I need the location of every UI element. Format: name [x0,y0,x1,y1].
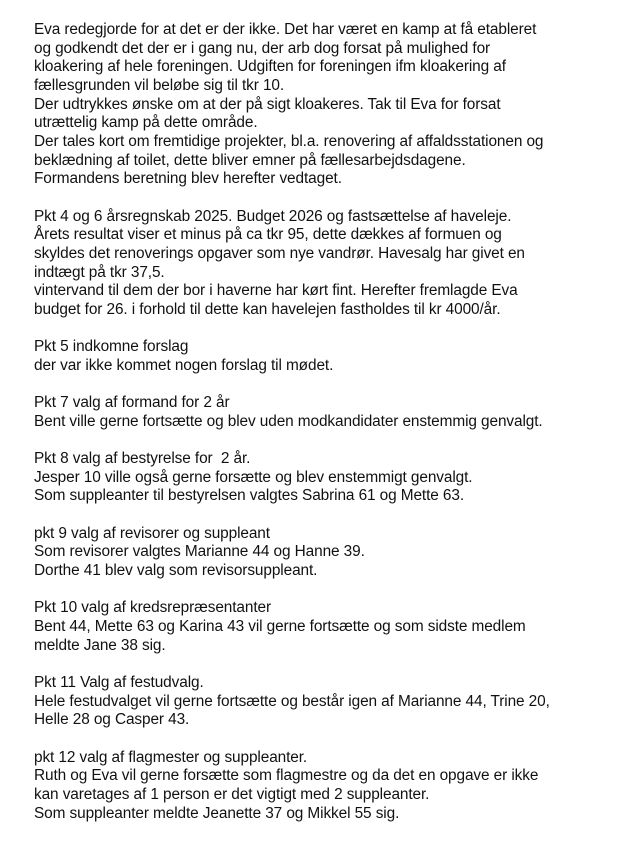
text-line: Formandens beretning blev herefter vedtaget. [34,170,342,188]
section-heading: Pkt 8 valg af bestyrelse for 2 år. [34,450,251,468]
section-pkt-10 [34,599,614,655]
text-line: Som suppleanter meldte Jeanette 37 og Mikkel 55 sig. [34,804,400,822]
section-pkt-8 [34,450,614,506]
section-heading: Pkt 7 valg af formand for 2 år [34,394,230,412]
text-line: og godkendt det der er i gang nu, der arb dog forsat på mulighed for [34,39,491,57]
text-line: Ruth og Eva vil gerne forsætte som flagmestre og da det en opgave er ikke [34,767,539,785]
text-line: Hele festudvalget vil gerne fortsætte og består igen af Marianne 44, Trine 20, [34,692,550,710]
text-line: kan varetages af 1 person er det vigtigt med 2 suppleanter. [34,785,430,803]
section-pkt-4-og-6 [34,208,614,320]
section-heading: Pkt 10 valg af kredsrepræsentanter [34,599,271,617]
document-body [34,21,614,842]
text-line: Helle 28 og Casper 43. [34,711,190,729]
text-line: Eva redegjorde for at det er der ikke. Det har været en kamp at få etableret [34,21,537,38]
text-line: Der udtrykkes ønske om at der på sigt kloakeres. Tak til Eva for forsat [34,95,501,113]
section-pkt-5 [34,338,614,375]
text-line: Som suppleanter til bestyrelsen valgtes Sabrina 61 og Mette 63. [34,487,465,505]
text-line: beklædning af toilet, dette bliver emner på fællesarbejdsdagene. [34,151,466,169]
text-line: skyldes det renoverings opgaver som nye vandrør. Havesalg har givet en [34,244,525,262]
text-line: der var ikke kommet nogen forslag til mødet. [34,356,334,374]
text-line: indtægt på tkr 37,5. [34,263,165,281]
text-line: Der tales kort om fremtidige projekter, bl.a. renovering af affaldsstationen og [34,132,544,150]
text-line: Som revisorer valgtes Marianne 44 og Hanne 39. [34,543,365,561]
text-line: Dorthe 41 blev valg som revisorsuppleant. [34,562,318,580]
section-heading: pkt 12 valg af flagmester og suppleanter. [34,748,308,766]
section-formandens-beretning [34,21,614,189]
text-line: fællesgrunden vil beløbe sig til tkr 10. [34,76,285,94]
text-line: meldte Jane 38 sig. [34,636,166,654]
section-pkt-7 [34,394,614,431]
text-line: kloakering af hele foreningen. Udgiften for foreningen ifm kloakering af [34,58,506,76]
text-line: Bent 44, Mette 63 og Karina 43 vil gerne fortsætte og som sidste medlem [34,618,526,635]
text-line: Jesper 10 ville også gerne forsætte og blev enstemmigt genvalgt. [34,468,473,486]
section-heading: pkt 9 valg af revisorer og suppleant [34,524,270,542]
section-pkt-9 [34,525,614,581]
section-heading: Pkt 11 Valg af festudvalg. [34,673,204,691]
text-line: utrættelig kamp på dette område. [34,114,258,132]
section-heading: Pkt 5 indkomne forslag [34,338,189,356]
section-pkt-11 [34,674,614,730]
text-line: vintervand til dem der bor i haverne har kørt fint. Herefter fremlagde Eva [34,282,518,300]
text-line: Årets resultat viser et minus på ca tkr 95, dette dækkes af formuen og [34,226,502,244]
section-heading: Pkt 4 og 6 årsregnskab 2025. Budget 2026 og fastsættelse af haveleje. [34,207,512,225]
text-line: budget for 26. i forhold til dette kan havelejen fastholdes til kr 4000/år. [34,300,501,318]
text-line: Bent ville gerne fortsætte og blev uden modkandidater enstemmig genvalgt. [34,412,543,430]
section-pkt-12 [34,749,614,824]
